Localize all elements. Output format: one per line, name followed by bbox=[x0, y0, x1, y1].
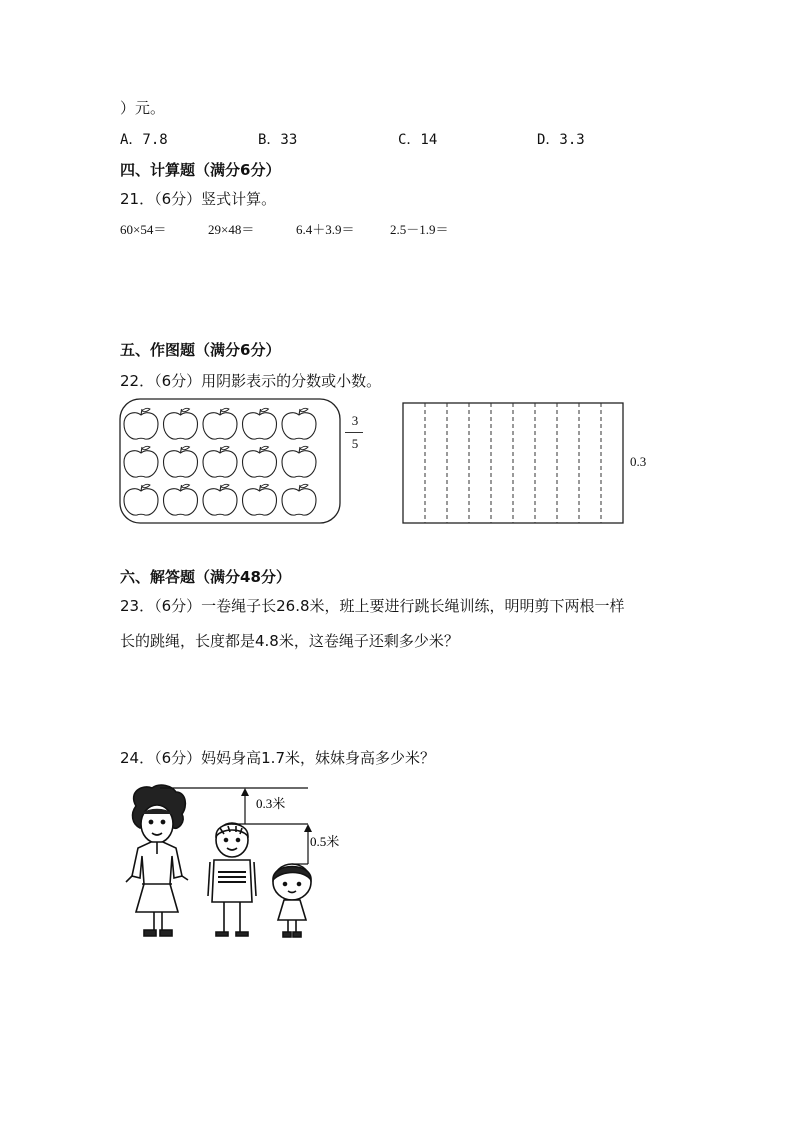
q20-option-d: D．3.3 bbox=[537, 132, 585, 148]
boy-figure bbox=[208, 823, 256, 936]
q21-expr-3: 6.4＋3.9＝ bbox=[296, 222, 355, 237]
decimal-label: 0.3 bbox=[630, 454, 647, 469]
q20-option-b: B．33 bbox=[258, 132, 298, 148]
apple-tray-border bbox=[120, 399, 340, 523]
q21-expr-4: 2.5－1.9＝ bbox=[390, 222, 449, 237]
apple-tray-figure bbox=[118, 396, 344, 526]
q23-line-1: 23．（6分）一卷绳子长26.8米，班上要进行跳长绳训练，明明剪下两根一样 bbox=[120, 597, 625, 615]
diff-arrow-2-head bbox=[304, 824, 312, 832]
diff-arrow-1-head bbox=[241, 788, 249, 796]
apple-icon bbox=[243, 446, 277, 477]
apple-icon bbox=[203, 446, 237, 477]
section-5-title: 五、作图题（满分6分） bbox=[120, 341, 281, 359]
apple-icon bbox=[203, 408, 237, 439]
apple-icon bbox=[243, 484, 277, 515]
section-6-title: 六、解答题（满分48分） bbox=[120, 568, 291, 586]
q21-expr-1: 60×54＝ bbox=[120, 222, 167, 237]
apple-icon bbox=[243, 408, 277, 439]
fraction-denominator: 5 bbox=[351, 436, 359, 451]
q22-text: 22．（6分）用阴影表示的分数或小数。 bbox=[120, 372, 382, 390]
apple-icon bbox=[164, 446, 198, 477]
q20-option-a: A．7.8 bbox=[120, 132, 168, 148]
q23-line-2: 长的跳绳，长度都是4.8米，这卷绳子还剩多少米？ bbox=[120, 632, 459, 650]
q20-tail: ）元。 bbox=[120, 99, 166, 117]
q21-expr-2: 29×48＝ bbox=[208, 222, 255, 237]
q20-option-c: C．14 bbox=[398, 132, 438, 148]
q24-text: 24．（6分）妈妈身高1.7米，妹妹身高多少米？ bbox=[120, 749, 435, 767]
section-4-title: 四、计算题（满分6分） bbox=[120, 161, 281, 179]
apple-icon bbox=[203, 484, 237, 515]
diff-label-1: 0.3米 bbox=[256, 796, 286, 811]
apple-icon bbox=[282, 484, 316, 515]
apple-icon bbox=[124, 408, 158, 439]
fraction-bar bbox=[345, 432, 363, 433]
apple-icon bbox=[164, 408, 198, 439]
apple-icon bbox=[282, 408, 316, 439]
fraction-numerator: 3 bbox=[351, 413, 359, 428]
apple-icon bbox=[124, 446, 158, 477]
sister-figure bbox=[273, 864, 311, 937]
apple-icon bbox=[282, 446, 316, 477]
apple-icon bbox=[164, 484, 198, 515]
diff-label-2: 0.5米 bbox=[310, 834, 340, 849]
q21-text: 21．（6分）竖式计算。 bbox=[120, 190, 277, 208]
decimal-strip-figure bbox=[402, 402, 624, 524]
height-comparison-figure bbox=[120, 784, 360, 944]
mom-figure bbox=[126, 785, 188, 936]
apple-icon bbox=[124, 484, 158, 515]
